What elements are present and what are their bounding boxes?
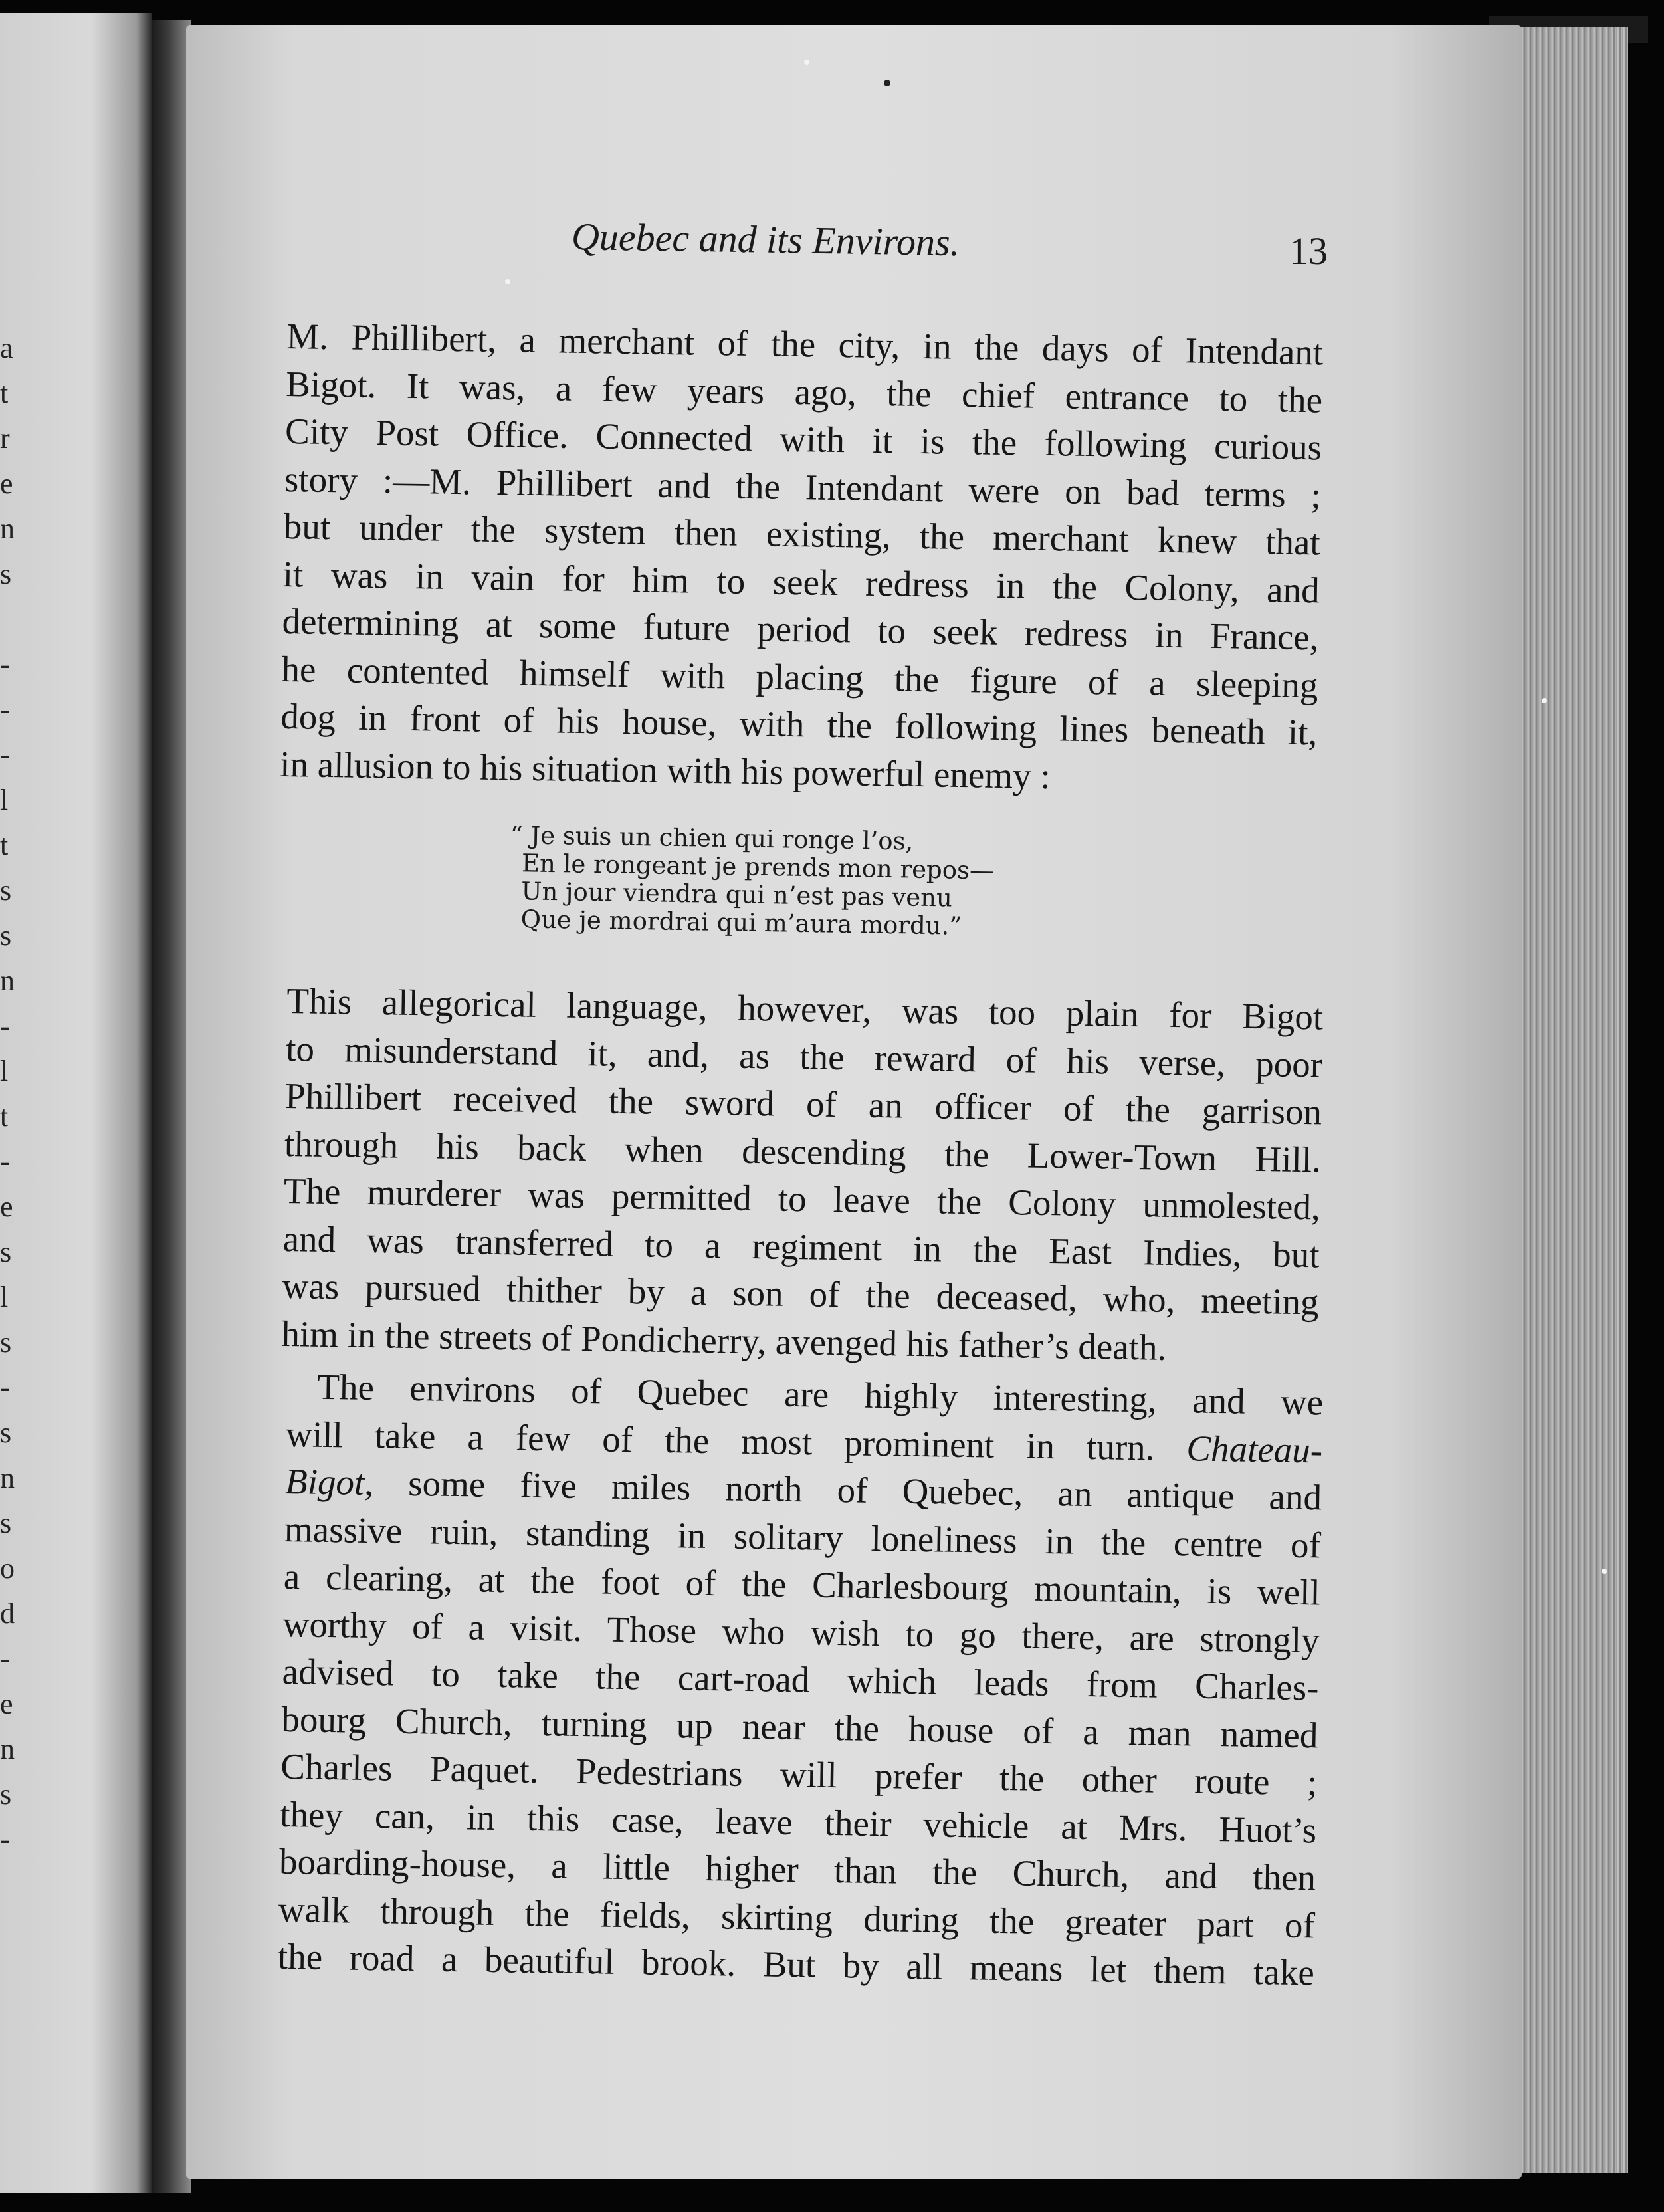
text-line: Phillibert received the sword of an officer of the garrison bbox=[284, 1075, 1322, 1133]
verse-line: Un jour viendra qui n’est pas venu bbox=[521, 877, 953, 913]
paragraph-bigot-revenge bbox=[281, 977, 1324, 1373]
dust-speck bbox=[505, 279, 510, 284]
text-line: boarding-house, a little higher than the Church, and then bbox=[278, 1840, 1316, 1898]
text-line: advised to take the cart-road which leads from Charles- bbox=[282, 1650, 1319, 1708]
text-line: was pursued thither by a son of the deceased, who, meeting bbox=[282, 1265, 1319, 1323]
text-line: massive ruin, standing in solitary loneliness in the centre of bbox=[284, 1508, 1322, 1565]
book-gutter bbox=[152, 20, 191, 2193]
text-line: to misunderstand it, and, as the reward of his verse, poor bbox=[285, 1028, 1323, 1085]
text-line: worthy of a visit. Those who wish to go there, are strongly bbox=[282, 1603, 1320, 1660]
text-line: Charles Paquet. Pedestrians will prefer the other route ; bbox=[280, 1745, 1318, 1803]
ink-speck bbox=[884, 80, 890, 86]
text-line: M. Phillibert, a merchant of the city, in the days of Intendant bbox=[286, 315, 1324, 373]
text-line: dog in front of his house, with the following lines beneath it, bbox=[280, 695, 1318, 753]
dust-speck bbox=[1542, 698, 1547, 703]
page-number: 13 bbox=[1289, 229, 1328, 273]
dust-speck bbox=[804, 60, 809, 65]
paragraph-environs bbox=[277, 1363, 1323, 1997]
running-head: Quebec and its Environs. bbox=[571, 215, 960, 265]
text-line: he contented himself with placing the figure of a sleeping bbox=[281, 648, 1318, 705]
text-line: story :—M. Phillibert and the Intendant were on bad terms ; bbox=[284, 458, 1322, 515]
french-verse bbox=[508, 822, 995, 940]
verse-line: En le rongeant je prends mon repos— bbox=[521, 849, 995, 885]
verse-line: “ Je suis un chien qui ronge l’os, bbox=[510, 821, 914, 856]
verse-line: Que je mordrai qui m’aura mordu.” bbox=[520, 905, 962, 940]
text-line: Bigot. It was, a few years ago, the chief entrance to the bbox=[285, 363, 1323, 420]
text-line: the road a beautiful brook. But by all means let them take bbox=[277, 1936, 1315, 1993]
text-line: but under the system then existing, the merchant knew that bbox=[283, 505, 1321, 563]
text-line: City Post Office. Connected with it is the following curious bbox=[284, 410, 1322, 468]
book-fore-edge bbox=[1508, 27, 1628, 2173]
text-line: Bigot, some five miles north of Quebec, an antique and bbox=[284, 1460, 1322, 1518]
previous-page-edge bbox=[0, 13, 152, 2193]
text-line: through his back when descending the Lower-Town Hill. bbox=[284, 1123, 1322, 1180]
text-line: walk through the fields, skirting during the greater part of bbox=[278, 1888, 1316, 1945]
text-line: a clearing, at the foot of the Charlesbourg mountain, is well bbox=[283, 1555, 1321, 1613]
text-line: they can, in this case, leave their vehicle at Mrs. Huot’s bbox=[279, 1793, 1317, 1850]
text-line: it was in vain for him to seek redress in the Colony, and bbox=[282, 553, 1320, 610]
text-line: will take a few of the most prominent in turn. Chateau- bbox=[285, 1413, 1323, 1470]
text-line: The murderer was permitted to leave the Colony unmolested, bbox=[283, 1170, 1321, 1228]
dust-speck bbox=[1602, 1569, 1607, 1574]
text-line: bourg Church, turning up near the house of a man named bbox=[281, 1698, 1318, 1755]
text-line: This allegorical language, however, was too plain for Bigot bbox=[286, 980, 1324, 1038]
text-line: in allusion to his situation with his powerful enemy : bbox=[279, 743, 1051, 796]
text-line: and was transferred to a regiment in the East Indies, but bbox=[282, 1218, 1320, 1275]
previous-page-cut-text: a t r e n s - - - l t s s n - l t - e s l s - s n s o d - e n s - bbox=[0, 332, 15, 1856]
paragraph-phillibert-story bbox=[280, 312, 1324, 804]
text-line: The environs of Quebec are highly interesting, and we bbox=[316, 1366, 1324, 1423]
text-line: determining at some future period to seek redress in France, bbox=[282, 600, 1319, 658]
text-line: him in the streets of Pondicherry, avenged his father’s death. bbox=[281, 1313, 1167, 1368]
